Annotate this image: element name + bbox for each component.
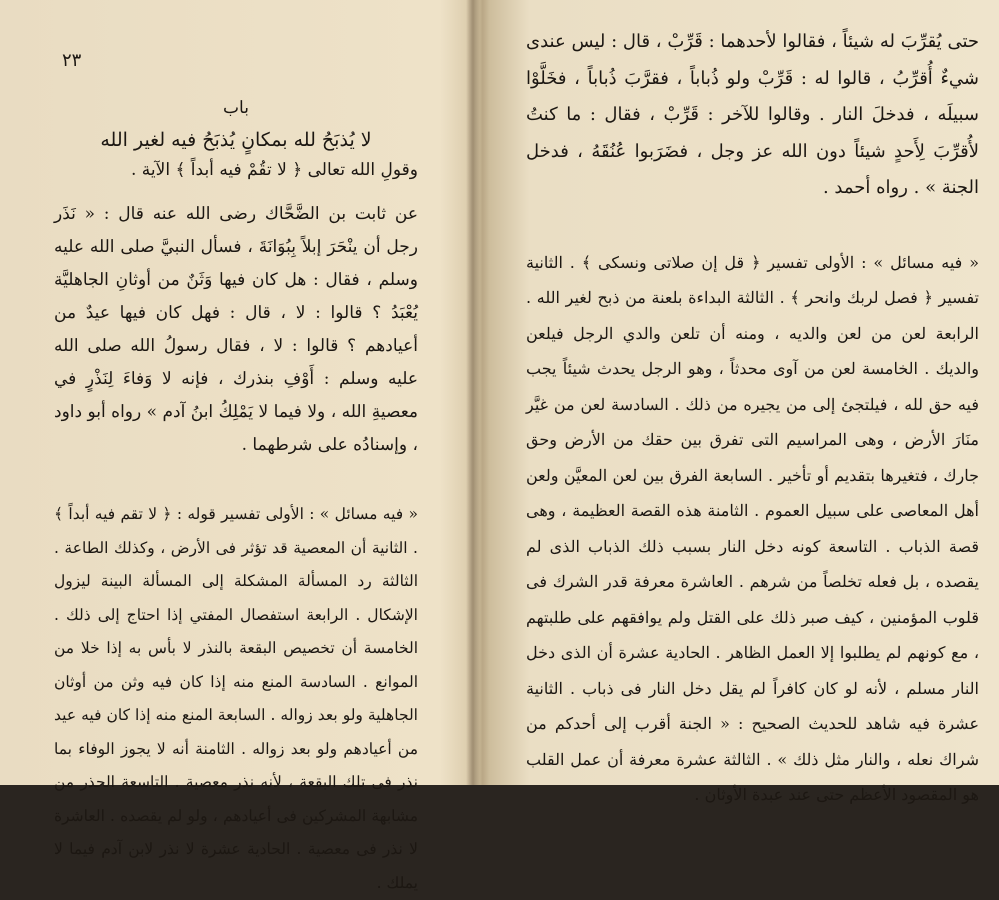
chapter-title: لا يُذبَحُ لله بمكانٍ يُذبَحُ فيه لغير الله: [100, 129, 372, 151]
book-gutter: [466, 0, 480, 785]
page-number: ٢٣: [62, 50, 82, 71]
chapter-label: باب: [223, 98, 249, 118]
story-paragraph: حتى يُقرِّبَ له شيئاً ، فقالوا لأحدهما : قَرِّبْ ، قال : ليس عندى شيءٌ أُقرِّبُ ، قالوا له : قَرِّبْ ولو ذُباباً ، فقرَّبَ ذُباباً ، فخَلَّوْا سبيلَه ، فدخلَ النار . وقالوا للآخر : قَرِّبْ ، فقال : ما كنتُ لأُقرِّبَ لِأَحدٍ شيئاً دون الله عز وجل ، فضَرَبوا عُنُقَهُ ، فدخل الجنة » . رواه أحمد .: [526, 31, 979, 198]
quran-quote: وقولِ الله تعالى ﴿ لا تقُمْ فيه أبداً ﴾ الآية .: [130, 160, 418, 180]
hadith-paragraph: عن ثابت بن الضَّحَّاك رضى الله عنه قال : « نَذَر رجل أن ينْحَرَ إبلاً بِبُوَانَةَ ، فسأل النبيَّ صلى الله عليه وسلم ، فقال : هل كان فيها وَثَنٌ من أوثانِ الجاهليَّة يُعْبَدُ ؟ قالوا : لا ، قال : فهل كان فيها عيدٌ من أعيادهم ؟ قالوا : لا ، فقال رسولُ الله صلى الله عليه وسلم : أَوْفِ بنذرك ، فإنه لا وَفاءَ لِنَذْرٍ في معصيةِ الله ، ولا فيما لا يَمْلِكُ ابنُ آدم » رواه أبو داود ، وإسنادُه على شرطهما .: [54, 204, 418, 455]
issues-paragraph: « فيه مسائل » : الأولى تفسير ﴿ قل إن صلاتى ونسكى ﴾ . الثانية تفسير ﴿ فصل لربك وانحر ﴾ . الثالثة البداءة بلعنة من ذبح لغير الله . الرابعة لعن من لعن والديه ، ومنه أن تلعن والدي الرجل فيلعن والديك . الخامسة لعن من آوى محدثاً ، وهو الرجل يحدث شيئاً يجب فيه حق لله ، فيلتجئ إلى من يجيره من ذلك . السادسة لعن من غيَّر منَارَ الأرض ، وهى المراسيم التى تفرق بين حقك من الأرض وحق جارك ، فتغيرها بتقديم أو تأخير . السابعة الفرق بين لعن المعيَّن ولعن أهل المعاصى على سبيل العموم . الثامنة هذه القصة العظيمة ، وهى قصة الذباب . التاسعة كونه دخل النار بسبب ذلك الذباب الذى لم يقصده ، بل فعله تخلصاً من شرهم . العاشرة معرفة قدر الشرك فى قلوب المؤمنين ، كيف صبر ذلك على القتل ولم يوافقهم على طلبتهم ، مع كونهم لم يطلبوا إلا العمل الظاهر . الحادية عشرة أن الذى دخل النار مسلم ، لأنه لو كان كافراً لم يقل دخل النار فى ذباب . الثانية عشرة فيه شاهد للحديث الصحيح : « الجنة أقرب إلى أحدكم من شراك نعله ، والنار مثل ذلك » . الثالثة عشرة معرفة أن عمل القلب هو المقصود الأعظم حتى عند عبدة الأوثان .: [526, 252, 980, 804]
left-page: [0, 0, 466, 892]
issues-paragraph: « فيه مسائل » : الأولى تفسير قوله : ﴿ لا تقم فيه أبداً ﴾ . الثانية أن المعصية قد تؤثر فى الأرض ، وكذلك الطاعة . الثالثة رد المسألة المشكلة إلى المسألة البينة ليزول الإشكال . الرابعة استفصال المفتي إذا احتاج إلى ذلك . الخامسة أن تخصيص البقعة بالنذر لا بأس به إذا خلا من الموانع . السادسة المنع منه إذا كان فيه وثن من أوثان الجاهلية ولو بعد زواله . السابعة المنع منه إذا كان فيه عيد من أعيادهم ولو بعد زواله . الثامنة أنه لا يجوز الوفاء بما نذر فى تلك البقعة ، لأنه نذر معصية . التاسعة الحذر من مشابهة المشركين فى أعيادهم ، ولو لم يقصده . العاشرة لا نذر فى معصية . الحادية عشرة لا نذر لابن آدم فيما لا يملك .: [54, 505, 418, 892]
right-page: [482, 0, 999, 804]
